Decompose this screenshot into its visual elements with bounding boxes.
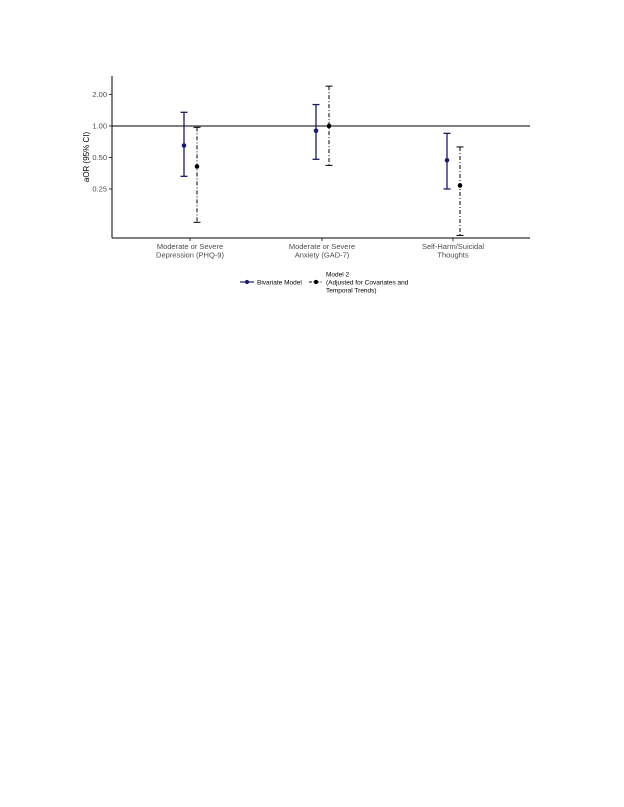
y-tick-label: 1.00 <box>92 121 107 131</box>
point-estimate <box>458 183 463 188</box>
x-tick-label: Anxiety (GAD-7) <box>294 250 350 260</box>
legend-label: Temporal Trends) <box>326 287 377 295</box>
legend-label: Model 2 <box>326 271 350 279</box>
x-tick-label: Moderate or Severe <box>156 242 224 251</box>
x-tick-label: Self-Harm/Suicidal <box>421 242 485 251</box>
plot-panel <box>82 76 530 238</box>
point-estimate <box>327 124 332 129</box>
point-estimate <box>182 143 187 148</box>
point-estimate <box>195 164 200 169</box>
x-tick-label: Depression (PHQ-9) <box>156 250 224 260</box>
x-tick-label: Moderate or Severe <box>288 242 356 251</box>
legend-key-point <box>314 280 318 284</box>
y-axis-title: aOR (95% CI) <box>82 131 91 183</box>
x-ticks <box>156 238 484 260</box>
legend-label: (Adjusted for Covariates and <box>326 279 409 287</box>
legend <box>240 272 409 295</box>
legend-label: Bivariate Model <box>257 279 302 287</box>
x-tick-label: Thoughts <box>437 250 469 260</box>
legend-key-point <box>245 280 249 284</box>
y-ticks <box>92 90 112 194</box>
y-tick-label: 2.00 <box>92 90 107 100</box>
point-estimate <box>314 128 319 133</box>
y-tick-label: 0.25 <box>92 184 107 194</box>
y-tick-label: 0.50 <box>92 153 107 163</box>
point-estimate <box>445 158 450 163</box>
series-layer <box>181 86 464 235</box>
